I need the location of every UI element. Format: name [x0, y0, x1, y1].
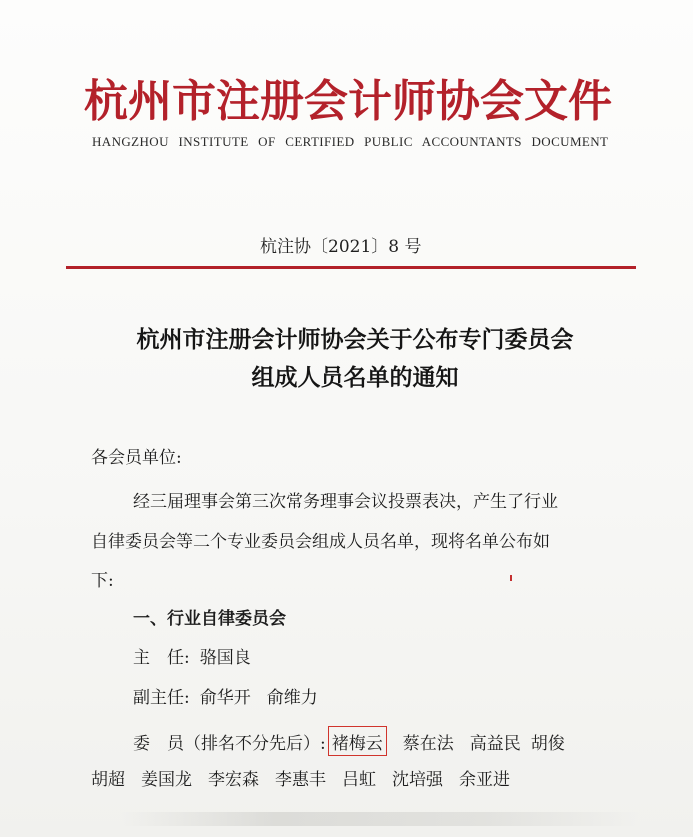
notice-title-line2: 组成人员名单的通知 — [251, 364, 459, 391]
member-name: 胡俊 — [530, 734, 565, 754]
paragraph-line-1: 经三届理事会第三次常务理事会议投票表决，产生了行业 — [133, 492, 558, 512]
notice-title — [60, 321, 650, 397]
member-name: 吕虹 — [342, 770, 376, 790]
director-line — [133, 643, 251, 668]
director-label: 主 任: — [133, 648, 190, 668]
letterhead-title: 杭州市注册会计师协会文件 — [84, 76, 612, 127]
member-name: 余亚进 — [459, 770, 510, 790]
paragraph-line-3: 下: — [91, 571, 114, 591]
director-name: 骆国良 — [199, 648, 251, 668]
highlighted-member — [328, 726, 387, 756]
member-name: 李惠丰 — [275, 770, 326, 790]
vice-director-line — [133, 683, 318, 708]
vice-name: 俞维力 — [266, 688, 318, 708]
vice-label: 副主任: — [133, 688, 190, 708]
member-name: 胡超 — [91, 770, 125, 790]
salutation: 各会员单位: — [91, 448, 182, 468]
section-heading: 一、行业自律委员会 — [133, 609, 286, 629]
vice-name: 俞华开 — [199, 688, 251, 708]
letterhead-subtitle: HANGZHOU INSTITUTE OF CERTIFIED PUBLIC ACCOUNTANTS DOCUMENT — [92, 134, 609, 149]
member-name: 姜国龙 — [141, 770, 192, 790]
member-name: 沈培强 — [392, 770, 443, 790]
red-divider-line — [66, 266, 636, 269]
members-label: 委 员（排名不分先后）: — [133, 734, 326, 754]
paragraph-line-2: 自律委员会等二个专业委员会组成人员名单，现将名单公布如 — [91, 532, 550, 552]
member-name: 蔡在法 — [402, 734, 454, 754]
members-line-2 — [91, 765, 510, 790]
member-name: 高益民 — [469, 734, 521, 754]
ink-mark — [510, 575, 512, 581]
document-number: 杭注协〔2021〕8 号 — [260, 237, 422, 257]
member-name: 李宏森 — [208, 770, 259, 790]
scan-shadow — [120, 812, 640, 826]
member-name: 褚梅云 — [331, 734, 383, 754]
notice-title-line1: 杭州市注册会计师协会关于公布专门委员会 — [136, 326, 574, 353]
members-line-1 — [133, 726, 565, 756]
